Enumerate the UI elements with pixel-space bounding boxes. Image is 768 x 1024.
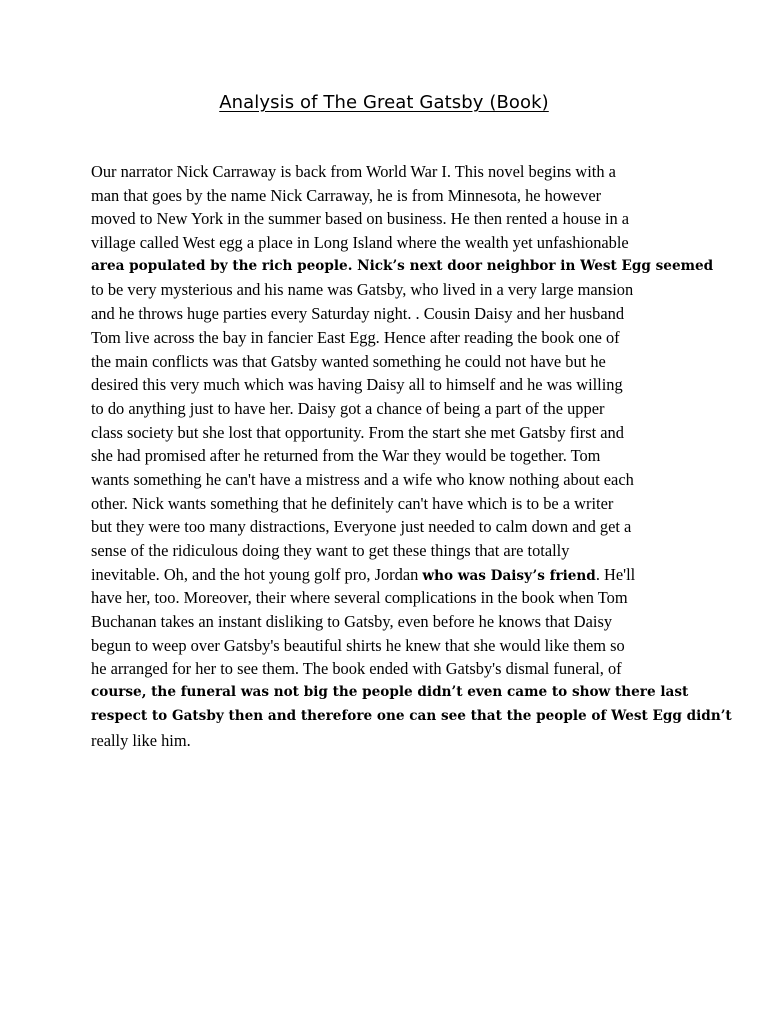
body-line: moved to New York in the summer based on business. He then rented a house in a bbox=[91, 209, 630, 229]
body-line-part: . He'll bbox=[595, 564, 636, 584]
body-line-bold: course, the funeral was not big the people didn’t even came to show there last bbox=[91, 684, 689, 701]
body-line: the main conflicts was that Gatsby wanted something he could not have but he bbox=[91, 351, 606, 371]
document-body bbox=[91, 160, 732, 752]
body-line-bold: respect to Gatsby then and therefore one can see that the people of West Egg didn’t bbox=[91, 707, 732, 724]
body-line: she had promised after he returned from the War they would be together. Tom bbox=[91, 446, 601, 466]
body-line: really like him. bbox=[91, 730, 191, 750]
body-line: to be very mysterious and his name was Gatsby, who lived in a very large mansion bbox=[91, 280, 634, 300]
body-line-bold: area populated by the rich people. Nick’s next door neighbor in West Egg seemed bbox=[91, 257, 714, 274]
body-line-mixed bbox=[91, 563, 691, 587]
body-line: man that goes by the name Nick Carraway, he is from Minnesota, he however bbox=[91, 185, 602, 205]
body-line: class society but she lost that opportunity. From the start she met Gatsby first and bbox=[91, 422, 624, 442]
body-line: village called West egg a place in Long Island where the wealth yet unfashionable bbox=[91, 233, 629, 253]
body-line: desired this very much which was having Daisy all to himself and he was willing bbox=[91, 375, 623, 395]
body-line: wants something he can't have a mistress and a wife who know nothing about each bbox=[91, 469, 634, 489]
body-line: Buchanan takes an instant disliking to Gatsby, even before he knows that Daisy bbox=[91, 612, 613, 632]
body-line: other. Nick wants something that he definitely can't have which is to be a writer bbox=[91, 493, 614, 513]
body-line-part: inevitable. Oh, and the hot young golf pro, Jordan bbox=[91, 564, 423, 584]
body-line: to do anything just to have her. Daisy got a chance of being a part of the upper bbox=[91, 398, 605, 418]
body-line: sense of the ridiculous doing they want to get these things that are totally bbox=[91, 541, 570, 560]
body-line-bold-part: who was Daisy’s friend bbox=[422, 567, 596, 584]
document-title: Analysis of The Great Gatsby (Book) bbox=[219, 92, 549, 113]
body-line: and he throws huge parties every Saturday night. . Cousin Daisy and her husband bbox=[91, 304, 625, 324]
body-line: Tom live across the bay in fancier East Egg. Hence after reading the book one of bbox=[91, 327, 620, 347]
body-line: but they were too many distractions, Everyone just needed to calm down and get a bbox=[91, 517, 632, 537]
body-line: Our narrator Nick Carraway is back from World War I. This novel begins with a bbox=[91, 162, 616, 181]
body-line: begun to weep over Gatsby's beautiful shirts he knew that she would like them so bbox=[91, 635, 625, 655]
body-line: he arranged for her to see them. The book ended with Gatsby's dismal funeral, of bbox=[91, 659, 622, 679]
body-line: have her, too. Moreover, their where several complications in the book when Tom bbox=[91, 588, 628, 608]
